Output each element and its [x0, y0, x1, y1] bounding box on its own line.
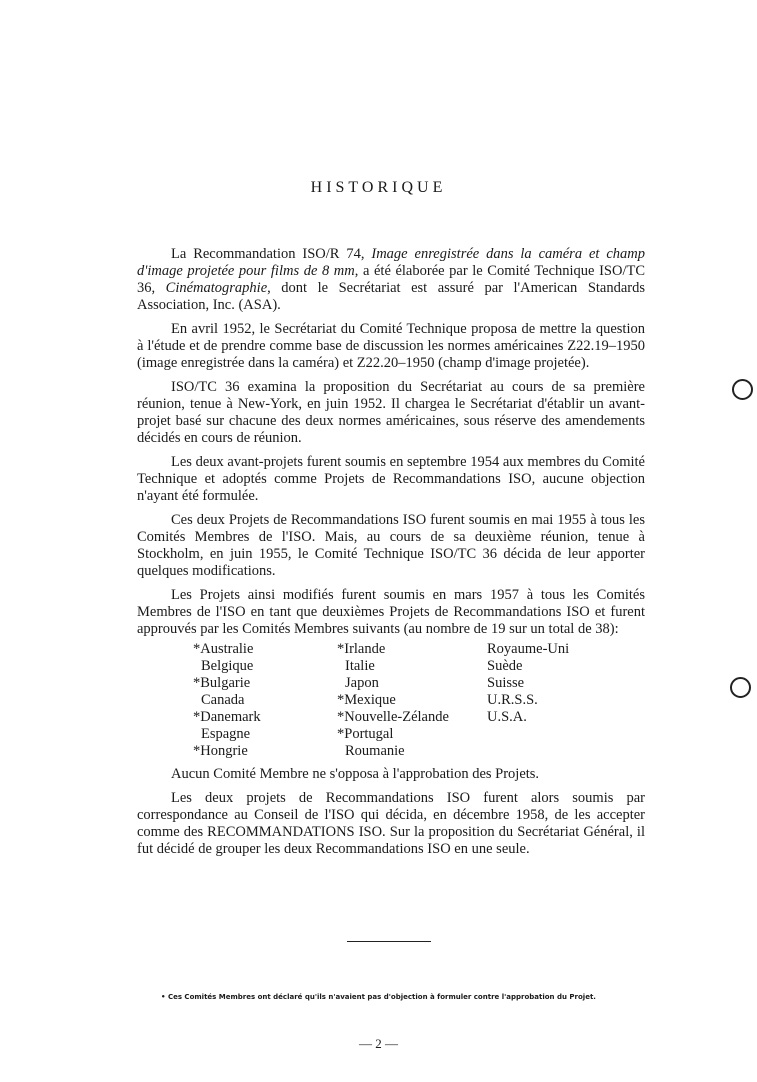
paragraph-3: ISO/TC 36 examina la proposition du Secrétariat au cours de sa première réunion, tenue à New-York, en juin 1952. Il chargea le Secrétariat d'établir un avant-projet basé sur chacune des deux normes américaines, sous réserve des amendements décidés en cours de réunion.: [137, 379, 645, 446]
paragraph-1: [137, 246, 645, 314]
member-item: *Irlande: [337, 641, 386, 657]
member-item: Italie: [345, 658, 375, 674]
member-item: Espagne: [201, 726, 251, 742]
paragraph-8: Les deux projets de Recommandations ISO furent alors soumis par correspondance au Conseil de l'ISO qui décida, en décembre 1958, de les accepter comme des RECOMMANDATIONS ISO. Sur la proposition du Secrétariat Général, il fut décidé de grouper les deux Recommandations ISO en une seule.: [137, 790, 645, 857]
member-item: Japon: [345, 675, 379, 691]
member-item: *Hongrie: [193, 743, 248, 759]
member-item: Belgique: [201, 658, 254, 674]
member-item: Roumanie: [345, 743, 405, 759]
member-item: *Australie: [193, 641, 254, 657]
member-item: *Bulgarie: [193, 675, 251, 691]
p1-text-e: , dont le Secrétariat est assuré par l'American Standards Association, Inc. (ASA).: [137, 280, 646, 313]
binder-hole-icon: [730, 677, 751, 698]
p1-text-c: , a été élaborée par le Comité Technique ISO/TC 36,: [137, 263, 646, 296]
member-item: Suisse: [487, 675, 525, 691]
member-column-3: [487, 641, 617, 760]
member-item: Royaume-Uni: [487, 641, 570, 657]
paragraph-5: Ces deux Projets de Recommandations ISO furent soumis en mai 1955 à tous les Comités Membres de l'ISO. Mais, au cours de sa deuxième réunion, tenue à Stockholm, en juin 1955, le Comité Technique ISO/TC 36 décida de leur apporter quelques modifications.: [137, 512, 645, 579]
paragraph-4: Les deux avant-projets furent soumis en septembre 1954 aux membres du Comité Technique et adoptés comme Projets de Recommandations ISO, aucune objection n'ayant été formulée.: [137, 454, 645, 504]
member-column-1: [193, 641, 337, 760]
member-item: U.R.S.S.: [487, 692, 538, 708]
page-title: HISTORIQUE: [310, 179, 447, 196]
p1-title-italic: Image enregistrée dans la caméra et champ d'image projetée pour films de 8 mm: [137, 246, 645, 279]
document-body: [137, 246, 645, 865]
p1-text-a: La Recommandation ISO/R 74,: [171, 246, 372, 262]
member-item: *Portugal: [337, 726, 394, 742]
binder-hole-icon: [732, 379, 753, 400]
member-item: U.S.A.: [487, 709, 527, 725]
divider: [347, 941, 431, 942]
member-item: Suède: [487, 658, 523, 674]
paragraph-7: Aucun Comité Membre ne s'opposa à l'approbation des Projets.: [171, 766, 540, 782]
page-number: — 2 —: [359, 1036, 398, 1051]
member-column-2: [337, 641, 487, 760]
paragraph-2: En avril 1952, le Secrétariat du Comité Technique proposa de mettre la question à l'étude et de prendre comme base de discussion les normes américaines Z22.19–1950 (image enregistrée dans la caméra) et Z22.20–1950 (champ d'image projetée).: [137, 321, 645, 371]
footnote: • Ces Comités Membres ont déclaré qu'ils n'avaient pas d'objection à formuler contre l'approbation du Projet.: [161, 993, 596, 1001]
member-list: [193, 641, 645, 760]
member-item: Canada: [201, 692, 245, 708]
paragraph-6: Les Projets ainsi modifiés furent soumis en mars 1957 à tous les Comités Membres de l'ISO en tant que deuxièmes Projets de Recommandations ISO et furent approuvés par les Comités Membres suivants (au nombre de 19 sur un total de 38):: [137, 587, 645, 637]
member-item: *Danemark: [193, 709, 261, 725]
p1-committee-italic: Cinématographie: [165, 280, 268, 296]
member-item: *Nouvelle-Zélande: [337, 709, 449, 725]
member-item: *Mexique: [337, 692, 396, 708]
